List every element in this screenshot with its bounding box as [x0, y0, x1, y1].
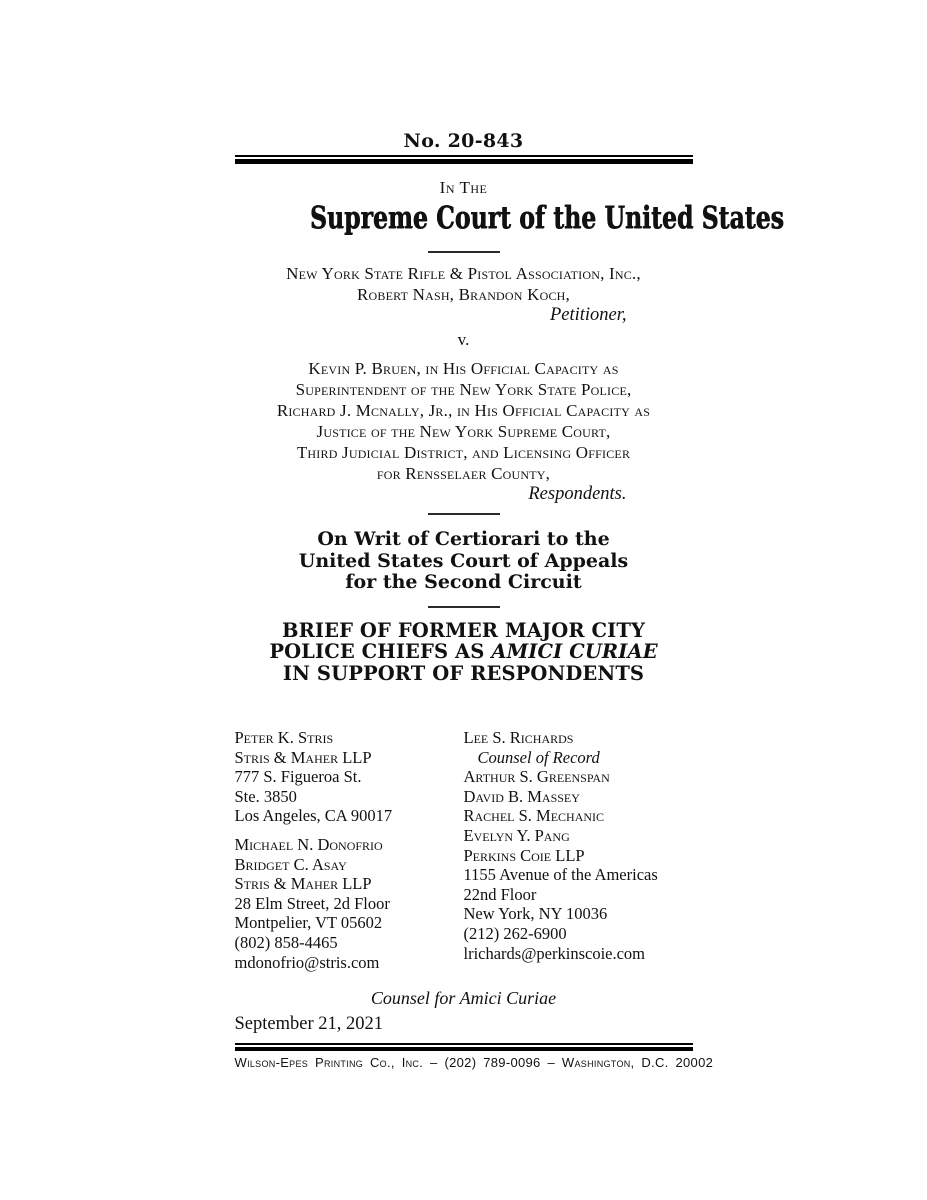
counsel-email: lrichards@perkinscoie.com — [463, 943, 646, 963]
docket-number: No. 20-843 — [403, 130, 524, 152]
counsel-address: 28 Elm Street, 2d Floor — [234, 893, 390, 913]
writ-line: On Writ of Certiorari to the — [317, 528, 610, 550]
counsel-phone: (802) 858-4465 — [234, 932, 338, 952]
printer-credit: Wilson-Epes Printing Co., Inc. – (202) 789-0096 – Washington, D.C. 20002 — [234, 1055, 714, 1071]
brief-title-line — [235, 641, 693, 663]
counsel-firm: Perkins Coie LLP — [463, 845, 585, 865]
petitioner-designation: Petitioner, — [549, 305, 627, 325]
respondent-name-line: Kevin P. Bruen, in His Official Capacity as — [308, 359, 619, 378]
brief-title-line: IN SUPPORT OF RESPONDENTS — [282, 661, 645, 685]
counsel-phone: (212) 262-6900 — [463, 923, 567, 943]
case-caption — [235, 263, 693, 505]
counsel-address: 1155 Avenue of the Americas — [463, 865, 658, 885]
counsel-firm: Stris & Maher LLP — [234, 874, 372, 894]
respondent-name-line: Superintendent of the New York State Police, — [295, 380, 632, 399]
filing-date: September 21, 2021 — [234, 1014, 383, 1035]
double-rule-bottom — [235, 1043, 693, 1051]
brief-title-italic: AMICI CURIAE — [491, 640, 658, 663]
writ-line: United States Court of Appeals — [298, 549, 629, 572]
writ-statement — [235, 529, 693, 594]
counsel-address: 22nd Floor — [463, 884, 537, 904]
section-divider — [428, 513, 500, 515]
counsel-address: New York, NY 10036 — [463, 904, 608, 924]
counsel-address: Ste. 3850 — [234, 786, 297, 806]
counsel-firm: Stris & Maher LLP — [234, 747, 372, 767]
versus: v. — [457, 330, 470, 349]
respondent-name-line: Richard J. Mcnally, Jr., in His Official Capacity as — [276, 401, 651, 420]
counsel-left-column — [235, 728, 464, 972]
counsel-email: mdonofrio@stris.com — [234, 952, 380, 972]
counsel-name: Evelyn Y. Pang — [463, 825, 570, 845]
petitioner-name-line: Robert Nash, Brandon Koch, — [357, 285, 570, 304]
court-name — [235, 200, 784, 242]
court-intro: In The — [439, 178, 488, 197]
respondent-name-line: Justice of the New York Supreme Court, — [316, 422, 611, 441]
petitioner-name-line: New York State Rifle & Pistol Association, Inc., — [286, 264, 641, 283]
counsel-name: Arthur S. Greenspan — [463, 767, 610, 787]
counsel-block — [235, 728, 693, 972]
brief-title — [235, 620, 693, 685]
counsel-for-amici: Counsel for Amici Curiae — [370, 988, 557, 1009]
counsel-name: Lee S. Richards — [463, 728, 574, 747]
court-name-text: Supreme Court of the United States — [309, 200, 784, 236]
counsel-name: Michael N. Donofrio — [234, 834, 383, 854]
brief-title-text: POLICE CHIEFS AS — [269, 640, 485, 663]
counsel-right-column — [464, 728, 693, 972]
counsel-name: Rachel S. Mechanic — [463, 806, 605, 826]
counsel-of-record: Counsel of Record — [477, 747, 600, 767]
section-divider — [428, 251, 500, 253]
double-rule-top — [235, 155, 693, 164]
writ-line: for the Second Circuit — [345, 571, 582, 593]
counsel-left-group2 — [235, 835, 464, 972]
respondent-names — [235, 358, 693, 484]
counsel-name: Bridget C. Asay — [234, 854, 347, 874]
respondent-designation: Respondents. — [528, 484, 627, 504]
respondent-name-line: for Rensselaer County, — [376, 464, 551, 483]
counsel-name: David B. Massey — [463, 786, 580, 806]
brief-title-line: BRIEF OF FORMER MAJOR CITY — [282, 618, 645, 642]
counsel-address: Montpelier, VT 05602 — [234, 913, 383, 933]
section-divider — [428, 606, 500, 608]
counsel-address: 777 S. Figueroa St. — [234, 767, 362, 787]
counsel-name: Peter K. Stris — [234, 728, 334, 747]
cover-content — [234, 0, 784, 1071]
counsel-address: Los Angeles, CA 90017 — [234, 806, 393, 826]
respondent-name-line: Third Judicial District, and Licensing Officer — [296, 443, 631, 462]
